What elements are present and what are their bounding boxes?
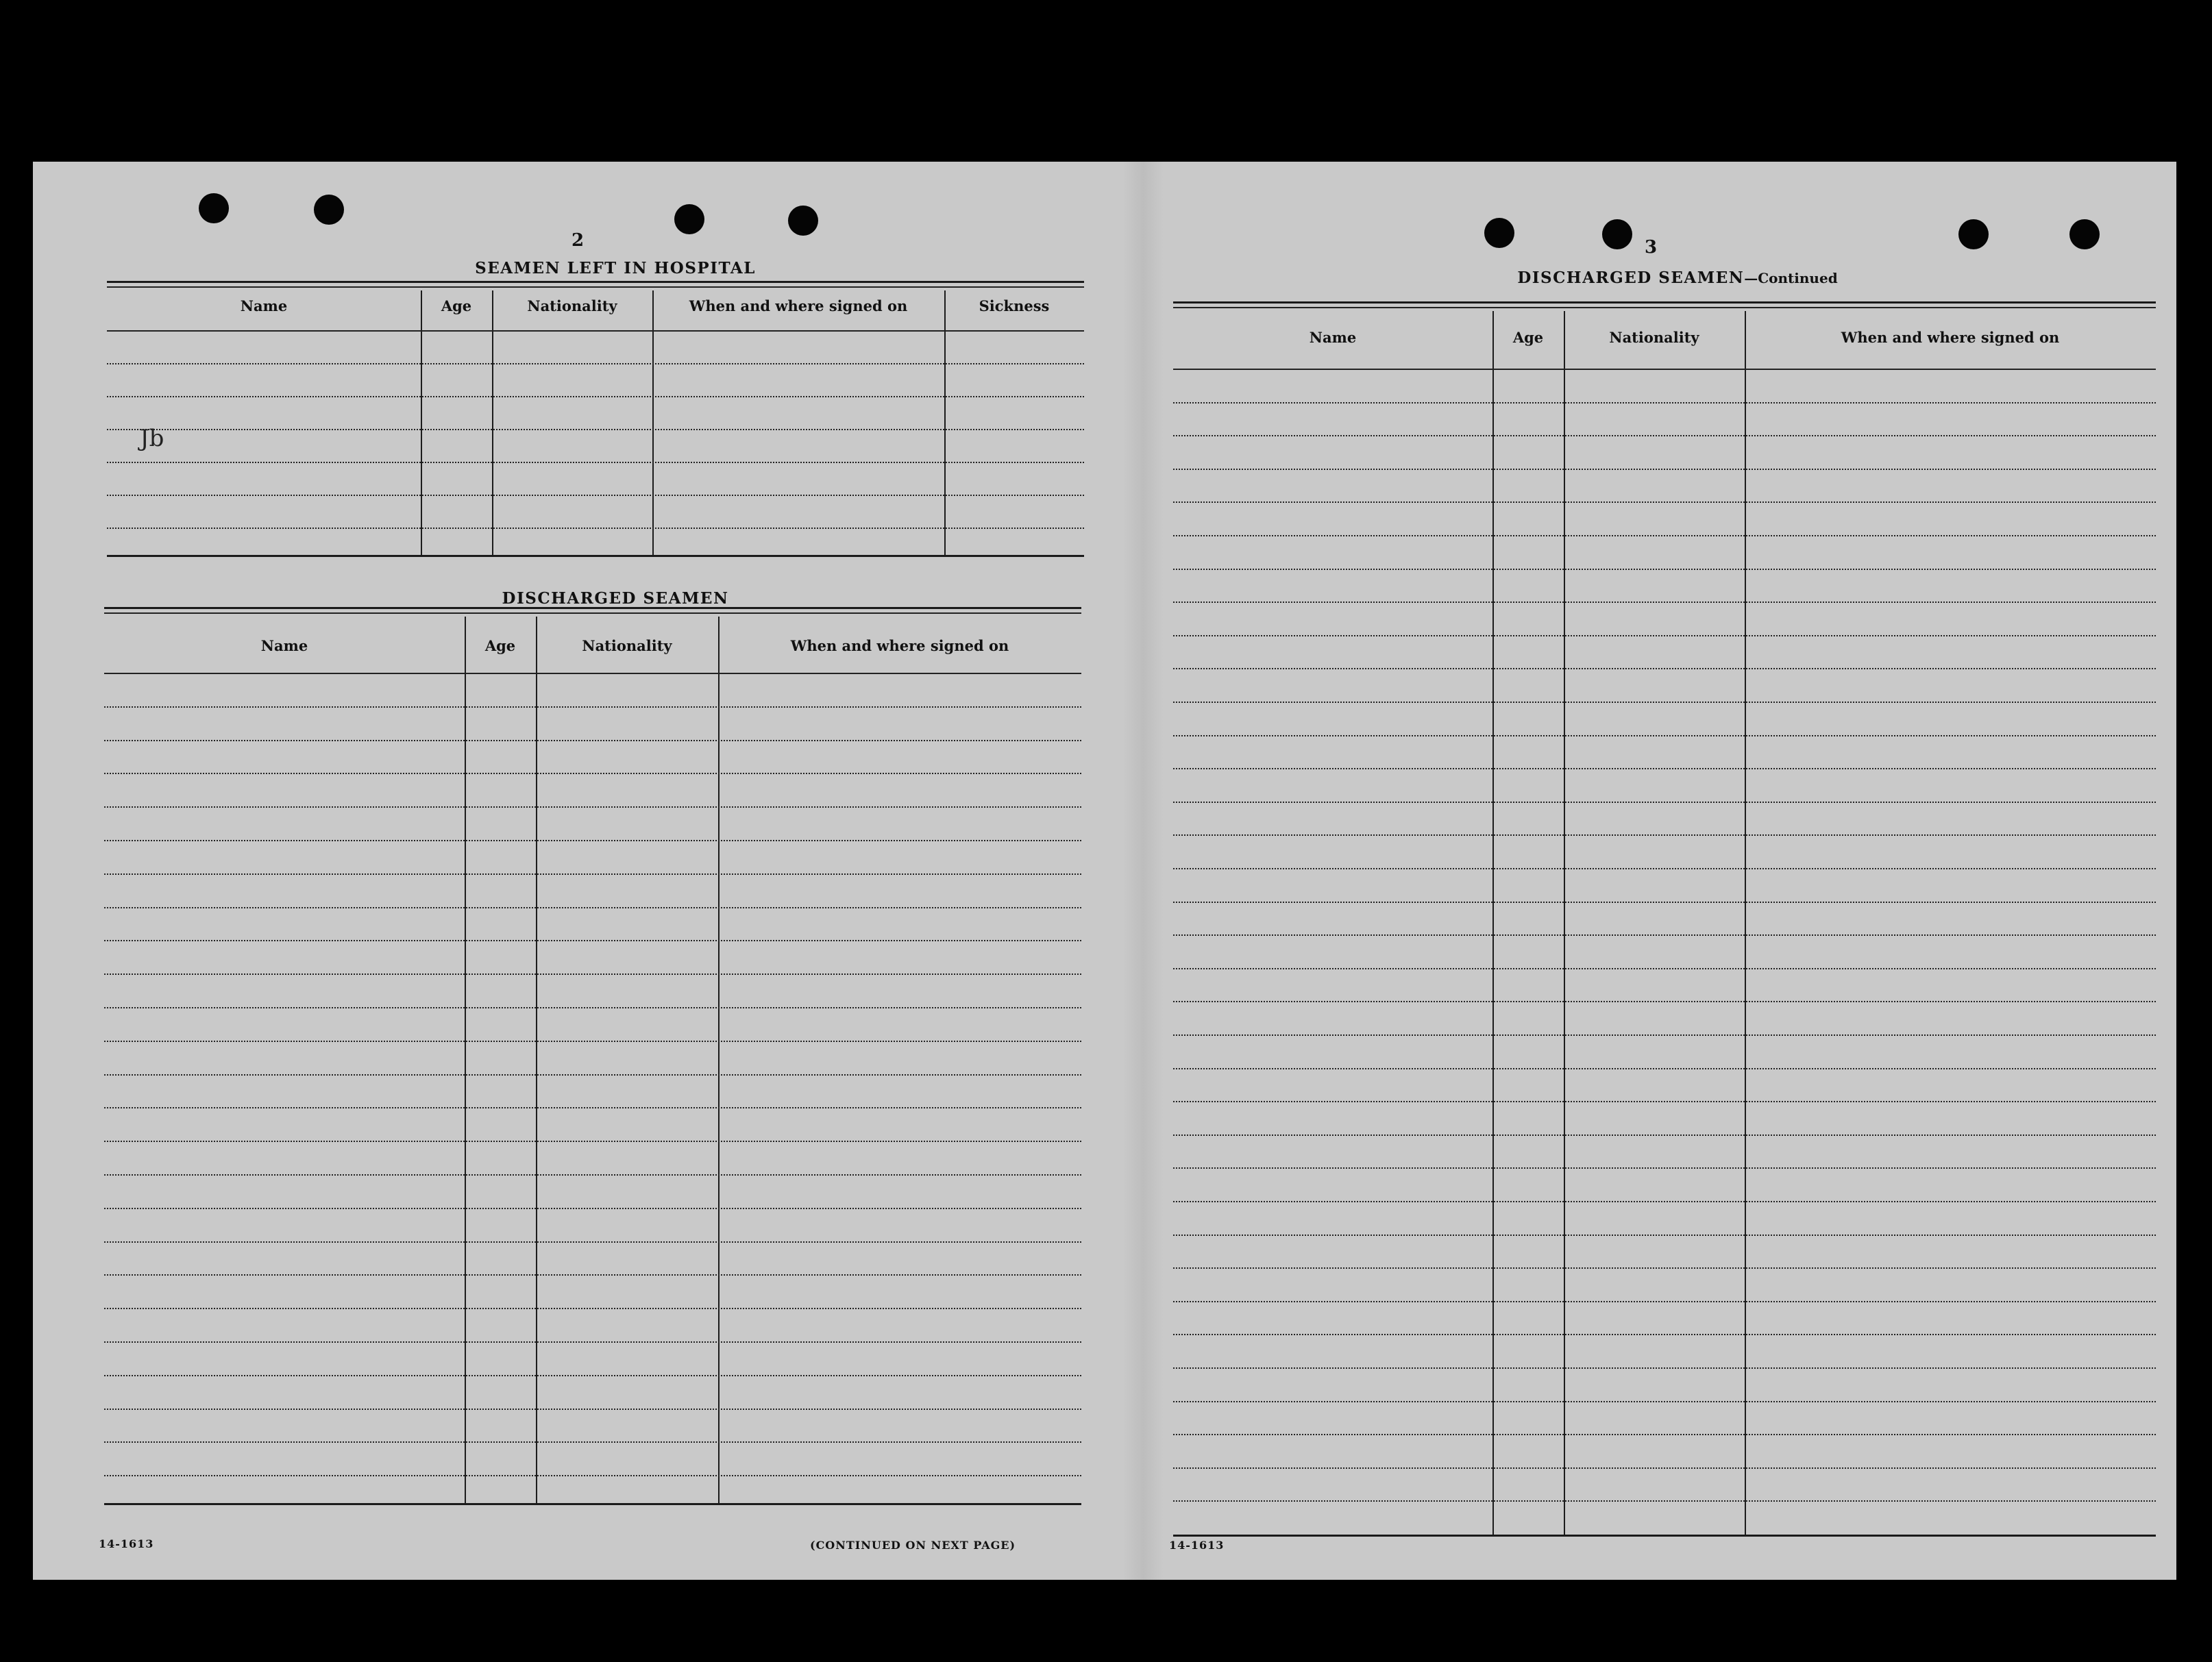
entry-line	[1173, 635, 2156, 636]
discharged-continued-title	[1335, 269, 2020, 287]
entry-line	[104, 1375, 1081, 1376]
column-header: When and where signed on	[790, 637, 1009, 654]
entry-line	[104, 1141, 1081, 1142]
entry-line	[104, 1074, 1081, 1076]
column-header: Name	[240, 297, 288, 314]
entry-line	[107, 363, 1084, 364]
continued-note: (CONTINUED ON NEXT PAGE)	[810, 1539, 1016, 1552]
entry-line	[104, 873, 1081, 875]
entry-line	[104, 940, 1081, 941]
entry-line	[104, 1041, 1081, 1042]
entry-line	[104, 1174, 1081, 1176]
binder-hole	[1958, 219, 1989, 249]
entry-line	[104, 740, 1081, 741]
entry-line	[1173, 1001, 2156, 1002]
binder-hole	[199, 193, 229, 223]
entry-line	[1173, 1034, 2156, 1036]
column-header: Age	[484, 637, 516, 654]
entry-line	[1173, 601, 2156, 603]
entry-line	[104, 1107, 1081, 1108]
table-top-rule	[1173, 307, 2156, 308]
discharged-continued-table	[1173, 301, 2156, 1562]
discharged-section-title: DISCHARGED SEAMEN	[502, 589, 729, 608]
entry-line	[1173, 902, 2156, 903]
table-top-rule	[104, 607, 1081, 609]
discharged-continued-title-text: DISCHARGED SEAMEN	[1517, 269, 1745, 287]
entry-line	[104, 706, 1081, 708]
column-header: Age	[1512, 329, 1544, 346]
entry-line	[104, 840, 1081, 841]
entry-line	[104, 907, 1081, 908]
entry-line	[1173, 501, 2156, 503]
entry-line	[1173, 1235, 2156, 1236]
entry-line	[104, 1409, 1081, 1410]
column-header: Nationality	[582, 637, 672, 654]
table-top-rule	[104, 612, 1081, 614]
page-number-right: 3	[1645, 237, 1658, 258]
binder-hole	[674, 204, 704, 234]
continued-suffix: —Continued	[1744, 270, 1838, 286]
entry-line	[1173, 668, 2156, 669]
column-divider	[465, 617, 466, 1503]
handwritten-mark: Jb	[140, 425, 164, 452]
binder-hole	[788, 206, 818, 236]
header-underline	[104, 673, 1081, 674]
page-fold	[1122, 162, 1164, 1580]
entry-line	[104, 1441, 1081, 1443]
entry-line	[1173, 469, 2156, 470]
table-bottom-rule	[104, 1503, 1081, 1505]
column-header: Nationality	[527, 297, 617, 314]
entry-line	[104, 1007, 1081, 1008]
entry-line	[1173, 702, 2156, 703]
column-header: Age	[441, 297, 472, 314]
column-divider	[1492, 311, 1494, 1535]
entry-line	[107, 396, 1084, 397]
header-underline	[107, 330, 1084, 332]
entry-line	[1173, 569, 2156, 570]
entry-line	[104, 1475, 1081, 1476]
column-divider	[1745, 311, 1746, 1535]
entry-line	[1173, 435, 2156, 436]
entry-line	[104, 773, 1081, 774]
entry-line	[1173, 1267, 2156, 1269]
form-number-right: 14-1613	[1169, 1539, 1225, 1552]
binder-hole	[1602, 219, 1632, 249]
entry-line	[1173, 1334, 2156, 1335]
column-divider	[536, 617, 537, 1503]
entry-line	[1173, 1068, 2156, 1069]
column-header: Nationality	[1609, 329, 1699, 346]
entry-line	[1173, 402, 2156, 404]
header-underline	[1173, 369, 2156, 370]
entry-line	[1173, 535, 2156, 536]
column-divider	[1564, 311, 1565, 1535]
entry-line	[107, 462, 1084, 463]
entry-line	[104, 1274, 1081, 1276]
entry-line	[1173, 1134, 2156, 1136]
entry-line	[104, 1308, 1081, 1309]
column-header: Name	[1309, 329, 1357, 346]
entry-line	[1173, 934, 2156, 936]
entry-line	[104, 973, 1081, 975]
column-header: When and where signed on	[689, 297, 908, 314]
form-number-left: 14-1613	[99, 1537, 154, 1550]
table-top-rule	[1173, 301, 2156, 303]
column-header: Sickness	[979, 297, 1050, 314]
page-number-left: 2	[572, 230, 585, 251]
binder-hole	[1484, 218, 1514, 248]
column-header: When and where signed on	[1841, 329, 2060, 346]
entry-line	[1173, 1367, 2156, 1369]
entry-line	[1173, 868, 2156, 869]
entry-line	[107, 429, 1084, 430]
entry-line	[1173, 1201, 2156, 1202]
document-sheet	[33, 162, 2176, 1580]
column-header: Name	[260, 637, 308, 654]
entry-line	[107, 528, 1084, 529]
table-bottom-rule	[107, 555, 1084, 557]
entry-line	[104, 1241, 1081, 1243]
entry-line	[1173, 768, 2156, 769]
entry-line	[1173, 1401, 2156, 1402]
discharged-table	[104, 607, 1081, 1566]
entry-line	[107, 495, 1084, 496]
entry-line	[1173, 968, 2156, 969]
entry-line	[1173, 1101, 2156, 1102]
entry-line	[104, 1341, 1081, 1343]
entry-line	[1173, 1467, 2156, 1469]
entry-line	[1173, 1434, 2156, 1435]
table-top-rule	[107, 281, 1084, 283]
entry-line	[1173, 1167, 2156, 1169]
entry-line	[104, 1208, 1081, 1209]
table-bottom-rule	[1173, 1535, 2156, 1537]
table-top-rule	[107, 286, 1084, 288]
binder-hole	[314, 195, 344, 225]
entry-line	[104, 806, 1081, 808]
column-divider	[718, 617, 720, 1503]
entry-line	[1173, 802, 2156, 803]
entry-line	[1173, 1301, 2156, 1302]
entry-line	[1173, 735, 2156, 736]
hospital-section-title: SEAMEN LEFT IN HOSPITAL	[475, 259, 756, 277]
entry-line	[1173, 834, 2156, 836]
binder-hole	[2069, 219, 2100, 249]
entry-line	[1173, 1500, 2156, 1502]
